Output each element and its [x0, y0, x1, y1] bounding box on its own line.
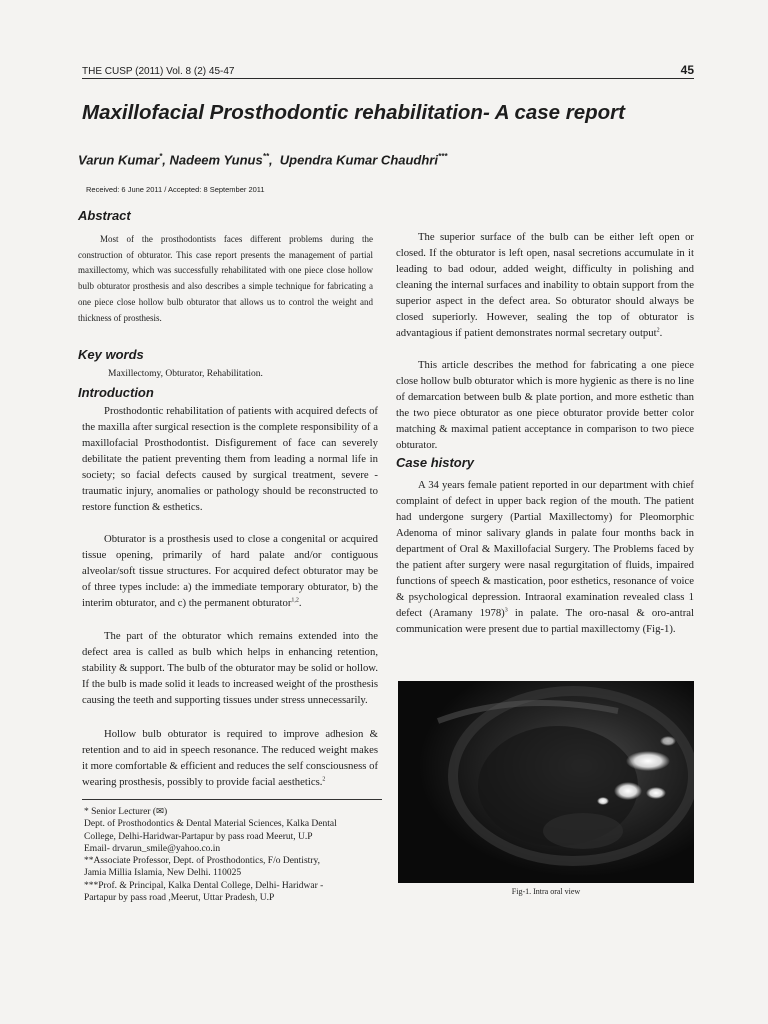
- paragraph-text: A 34 years female patient reported in our department with chief complaint of defect in upper back region of the mouth. The patient had undergone surgery (Partial Maxillectomy) for Pleomorphic Adenoma of minor salivary glands in palate four months back in department of Oral & Maxillofacial Surgery. The Problems faced by the patient after surgery were nasal regurgitation of fluids, impaired functions of speech & mastication, poor esthetics, resonance of voice & psychological depression. Intraoral examination revealed class 1 defect (Aramany 1978): [396, 479, 694, 619]
- footnote-line: ***Prof. & Principal, Kalka Dental College, Delhi- Haridwar -: [84, 880, 324, 891]
- footnote-line: Partapur by pass road ,Meerut, Uttar Pradesh, U.P: [84, 893, 275, 904]
- paragraph-text: Hollow bulb obturator is required to improve adhesion & retention and to aid in speech resonance. The reduced weight makes it more comfortable & efficient and reduces the self consciousness of wearing prosthesis, possibly to provide facial aesthetics.: [82, 728, 378, 788]
- footnote-line: Jamia Millia Islamia, New Delhi. 110025: [84, 868, 242, 879]
- keywords-text: Maxillectomy, Obturator, Rehabilitation.: [108, 369, 263, 379]
- author-footnotes: [84, 806, 384, 904]
- footnote-rule: [82, 799, 382, 800]
- author-name: Varun Kumar: [78, 152, 160, 168]
- paragraph-text: in palate. The oro-nasal & oro-antral communication were present due to partial maxillectomy (Fig-1).: [396, 607, 694, 635]
- received-accepted-dates: Received: 6 June 2011 / Accepted: 8 September 2011: [86, 185, 265, 194]
- author-mark: ***: [437, 152, 448, 161]
- running-head: [82, 63, 694, 77]
- abstract-heading: Abstract: [78, 208, 131, 223]
- footnote-line: Dept. of Prosthodontics & Dental Material Sciences, Kalka Dental: [84, 819, 337, 830]
- introduction-paragraph-6: This article describes the method for fabricating a one piece close hollow bulb obturator which is more hygienic as there is no line of demarcation between bulb & plate portion, and more esthetic than the two piece obturator as one piece obturator provide better color matching & maximal patient acceptance in comparison to two piece obturator.: [396, 359, 694, 451]
- introduction-heading: Introduction: [78, 385, 154, 400]
- introduction-paragraph-4: [82, 726, 378, 790]
- citation-ref: 2: [322, 776, 326, 783]
- keywords-heading: Key words: [78, 347, 144, 362]
- introduction-paragraph-1: Prosthodontic rehabilitation of patients with acquired defects of the maxilla after surgical resection is the complete responsibility of a maxillofacial Prosthodontist. Disfigurement of face can severely debilitate the patient preventing them from leading a normal life in society; so facial defects caused by surgical treatment, severe -traumatic injury, anomalies or pathology should be reconstructed to restore function & esthetics.: [82, 405, 378, 513]
- journal-citation: THE CUSP (2011) Vol. 8 (2) 45-47: [82, 66, 235, 77]
- footnote-line: College, Delhi-Haridwar-Partapur by pass road Meerut, U.P: [84, 831, 313, 842]
- intraoral-photo: [398, 681, 694, 883]
- author-mark: *: [159, 152, 163, 161]
- introduction-paragraph-3: The part of the obturator which remains extended into the defect area is called as bulb which helps in enhancing retention, stability & support. The bulb of the obturator may be solid or hollow. If the bulb is made solid it leads to increased weight of the prosthesis causing the teeth and supporting tissues under stress unnecessarily.: [82, 630, 378, 706]
- paragraph-text: Obturator is a prosthesis used to close a congenital or acquired tissue opening, primarily of hard palate and/or contiguous alveolar/soft tissue structures. For acquired defect obturator may be of three types include: a) the immediate temporary obturator, b) the interim obturator, and c) the permanent obturator: [82, 533, 378, 609]
- introduction-paragraph-5: The superior surface of the bulb can be either left open or closed. If the obturator is left open, nasal secretions accumulate in it leading to bad odour, added weight, difficulty in polishing and cleaning the internal surfaces and inability to obtain support from the superior aspect in the defect area. So obturator should always be closed superiorly. However, sealing the top of obturator is advantagious if patient demonstrates normal secretary output$^2$.: [396, 231, 694, 339]
- introduction-paragraph-2: Obturator is a prosthesis used to close a congenital or acquired tissue opening, primarily of hard palate and/or contiguous alveolar/soft tissue structures. For acquired defect obturator may be of three types include: a) the immediate temporary obturator, b) the interim obturator, and c) the permanent obturator$^{1,2}$.: [82, 533, 378, 609]
- page-number: 45: [680, 63, 694, 77]
- author-name: Upendra Kumar Chaudhri: [279, 152, 438, 168]
- author-name: Nadeem Yunus: [169, 152, 263, 168]
- author-list: Varun Kumar*, Nadeem Yunus**, Upendra Kumar Chaudhri***: [78, 152, 448, 168]
- citation-ref: 3: [504, 607, 508, 614]
- case-history-heading: Case history: [396, 455, 475, 470]
- author-mark: **: [262, 152, 269, 161]
- intraoral-photo-graphic: [398, 681, 694, 883]
- article-title: Maxillofacial Prosthodontic rehabilitation- A case report: [82, 101, 625, 124]
- header-rule: [82, 78, 694, 79]
- footnote-line: **Associate Professor, Dept. of Prosthodontics, F/o Dentistry,: [84, 856, 320, 867]
- citation-ref: 2: [656, 327, 660, 334]
- footnote-line: * Senior Lecturer (✉): [84, 807, 168, 817]
- citation-ref: 1,2: [291, 597, 299, 604]
- footnote-email: Email- drvarun_smile@yahoo.co.in: [84, 843, 221, 854]
- abstract-text: Most of the prosthodontists faces different problems during the construction of obturator. This case report presents the management of partial maxillectomy, which was successfully rehabilitated with one piece close hollow bulb obturator prosthesis and also describes a simple technique for fabricating a one piece close hollow bulb obturator that allows us to control the weight and thickness of prosthesis.: [78, 234, 373, 323]
- paragraph-text: The superior surface of the bulb can be either left open or closed. If the obturator is left open, nasal secretions accumulate in it leading to bad odour, added weight, difficulty in polishing and cleaning the internal surfaces and inability to obtain support from the superior aspect in the defect area. So obturator should always be closed superiorly. However, sealing the top of obturator is advantagious if patient demonstrates normal secretary output: [396, 231, 694, 339]
- figure-caption: Fig-1. Intra oral view: [511, 887, 581, 896]
- case-history-paragraph: [396, 477, 694, 637]
